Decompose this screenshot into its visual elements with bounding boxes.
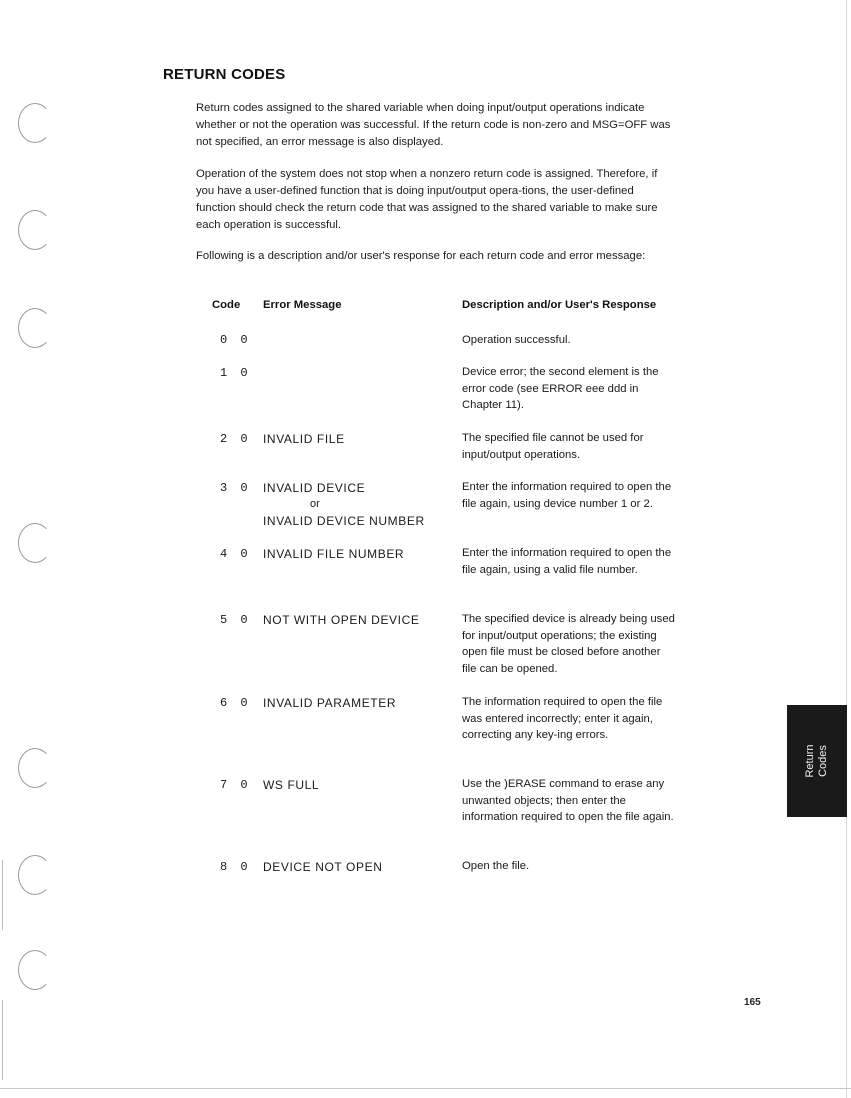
error-message: INVALID PARAMETER	[263, 696, 397, 710]
intro-paragraph: Following is a description and/or user's response for each return code and error message:	[196, 250, 646, 262]
return-code: 6 0	[220, 696, 251, 710]
code-description: Use the )ERASE command to erase any unwanted objects; then enter the information required to open the file again.	[462, 778, 674, 823]
error-message: WS FULL	[263, 778, 320, 792]
error-message: INVALID FILE NUMBER	[263, 547, 405, 561]
binder-hole	[18, 855, 52, 895]
code-description: Enter the information required to open the file again, using a valid file number.	[462, 547, 672, 576]
page-edge-left-mark	[2, 860, 3, 930]
return-code: 7 0	[220, 778, 251, 792]
binder-hole	[18, 748, 52, 788]
code-description: The specified device is already being used for input/output operations; the existing open file must be closed before another file can be opened.	[462, 613, 675, 675]
column-header-description: Description and/or User's Response	[462, 299, 657, 311]
section-tab	[787, 705, 847, 817]
return-code: 4 0	[220, 547, 251, 561]
page-edge-left-mark	[2, 1000, 3, 1080]
section-tab-line2: Codes	[817, 745, 829, 777]
error-message: INVALID FILE	[263, 432, 345, 446]
return-code: 5 0	[220, 613, 251, 627]
code-description: The information required to open the file was entered incorrectly; enter it again, correcting any key-ing errors.	[462, 696, 663, 741]
binder-hole	[18, 950, 52, 990]
binder-hole	[18, 523, 52, 563]
code-description: Device error; the second element is the error code (see ERROR eee ddd in Chapter 11).	[462, 366, 659, 411]
error-message-or: or	[310, 498, 320, 510]
error-message: INVALID DEVICE	[263, 481, 366, 495]
binder-hole	[18, 308, 52, 348]
error-message-alternate: INVALID DEVICE NUMBER	[263, 514, 425, 528]
code-description: The specified file cannot be used for input/output operations.	[462, 432, 644, 461]
code-description: Operation successful.	[462, 334, 571, 346]
page-edge-bottom	[0, 1088, 851, 1089]
column-header-message: Error Message	[263, 299, 342, 311]
code-description: Enter the information required to open the file again, using device number 1 or 2.	[462, 481, 672, 510]
error-message: NOT WITH OPEN DEVICE	[263, 613, 420, 627]
error-message: DEVICE NOT OPEN	[263, 860, 383, 874]
intro-paragraph: Return codes assigned to the shared variable when doing input/output operations indicate whether or not the operation was successful. If the return code is non-zero and MSG=OFF was not specified, an error message is also displayed.	[196, 102, 671, 148]
page-edge-right	[846, 0, 847, 1098]
column-header-code: Code	[212, 299, 241, 311]
return-code: 2 0	[220, 432, 251, 446]
return-code: 1 0	[220, 366, 251, 380]
intro-paragraph: Operation of the system does not stop when a nonzero return code is assigned. Therefore, if you have a user-defined function that is doing input/output opera-tions, the user-defined function should check the return code that was assigned to the shared variable to make sure each operation is successful.	[196, 168, 658, 231]
binder-hole	[18, 103, 52, 143]
code-description: Open the file.	[462, 860, 530, 872]
return-code: 3 0	[220, 481, 251, 495]
page-title: RETURN CODES	[163, 66, 286, 83]
page-number: 165	[744, 997, 761, 1008]
section-tab-label	[804, 744, 830, 777]
binder-hole	[18, 210, 52, 250]
return-code: 8 0	[220, 860, 251, 874]
return-code: 0 0	[220, 333, 251, 347]
section-tab-line1: Return	[804, 744, 816, 778]
